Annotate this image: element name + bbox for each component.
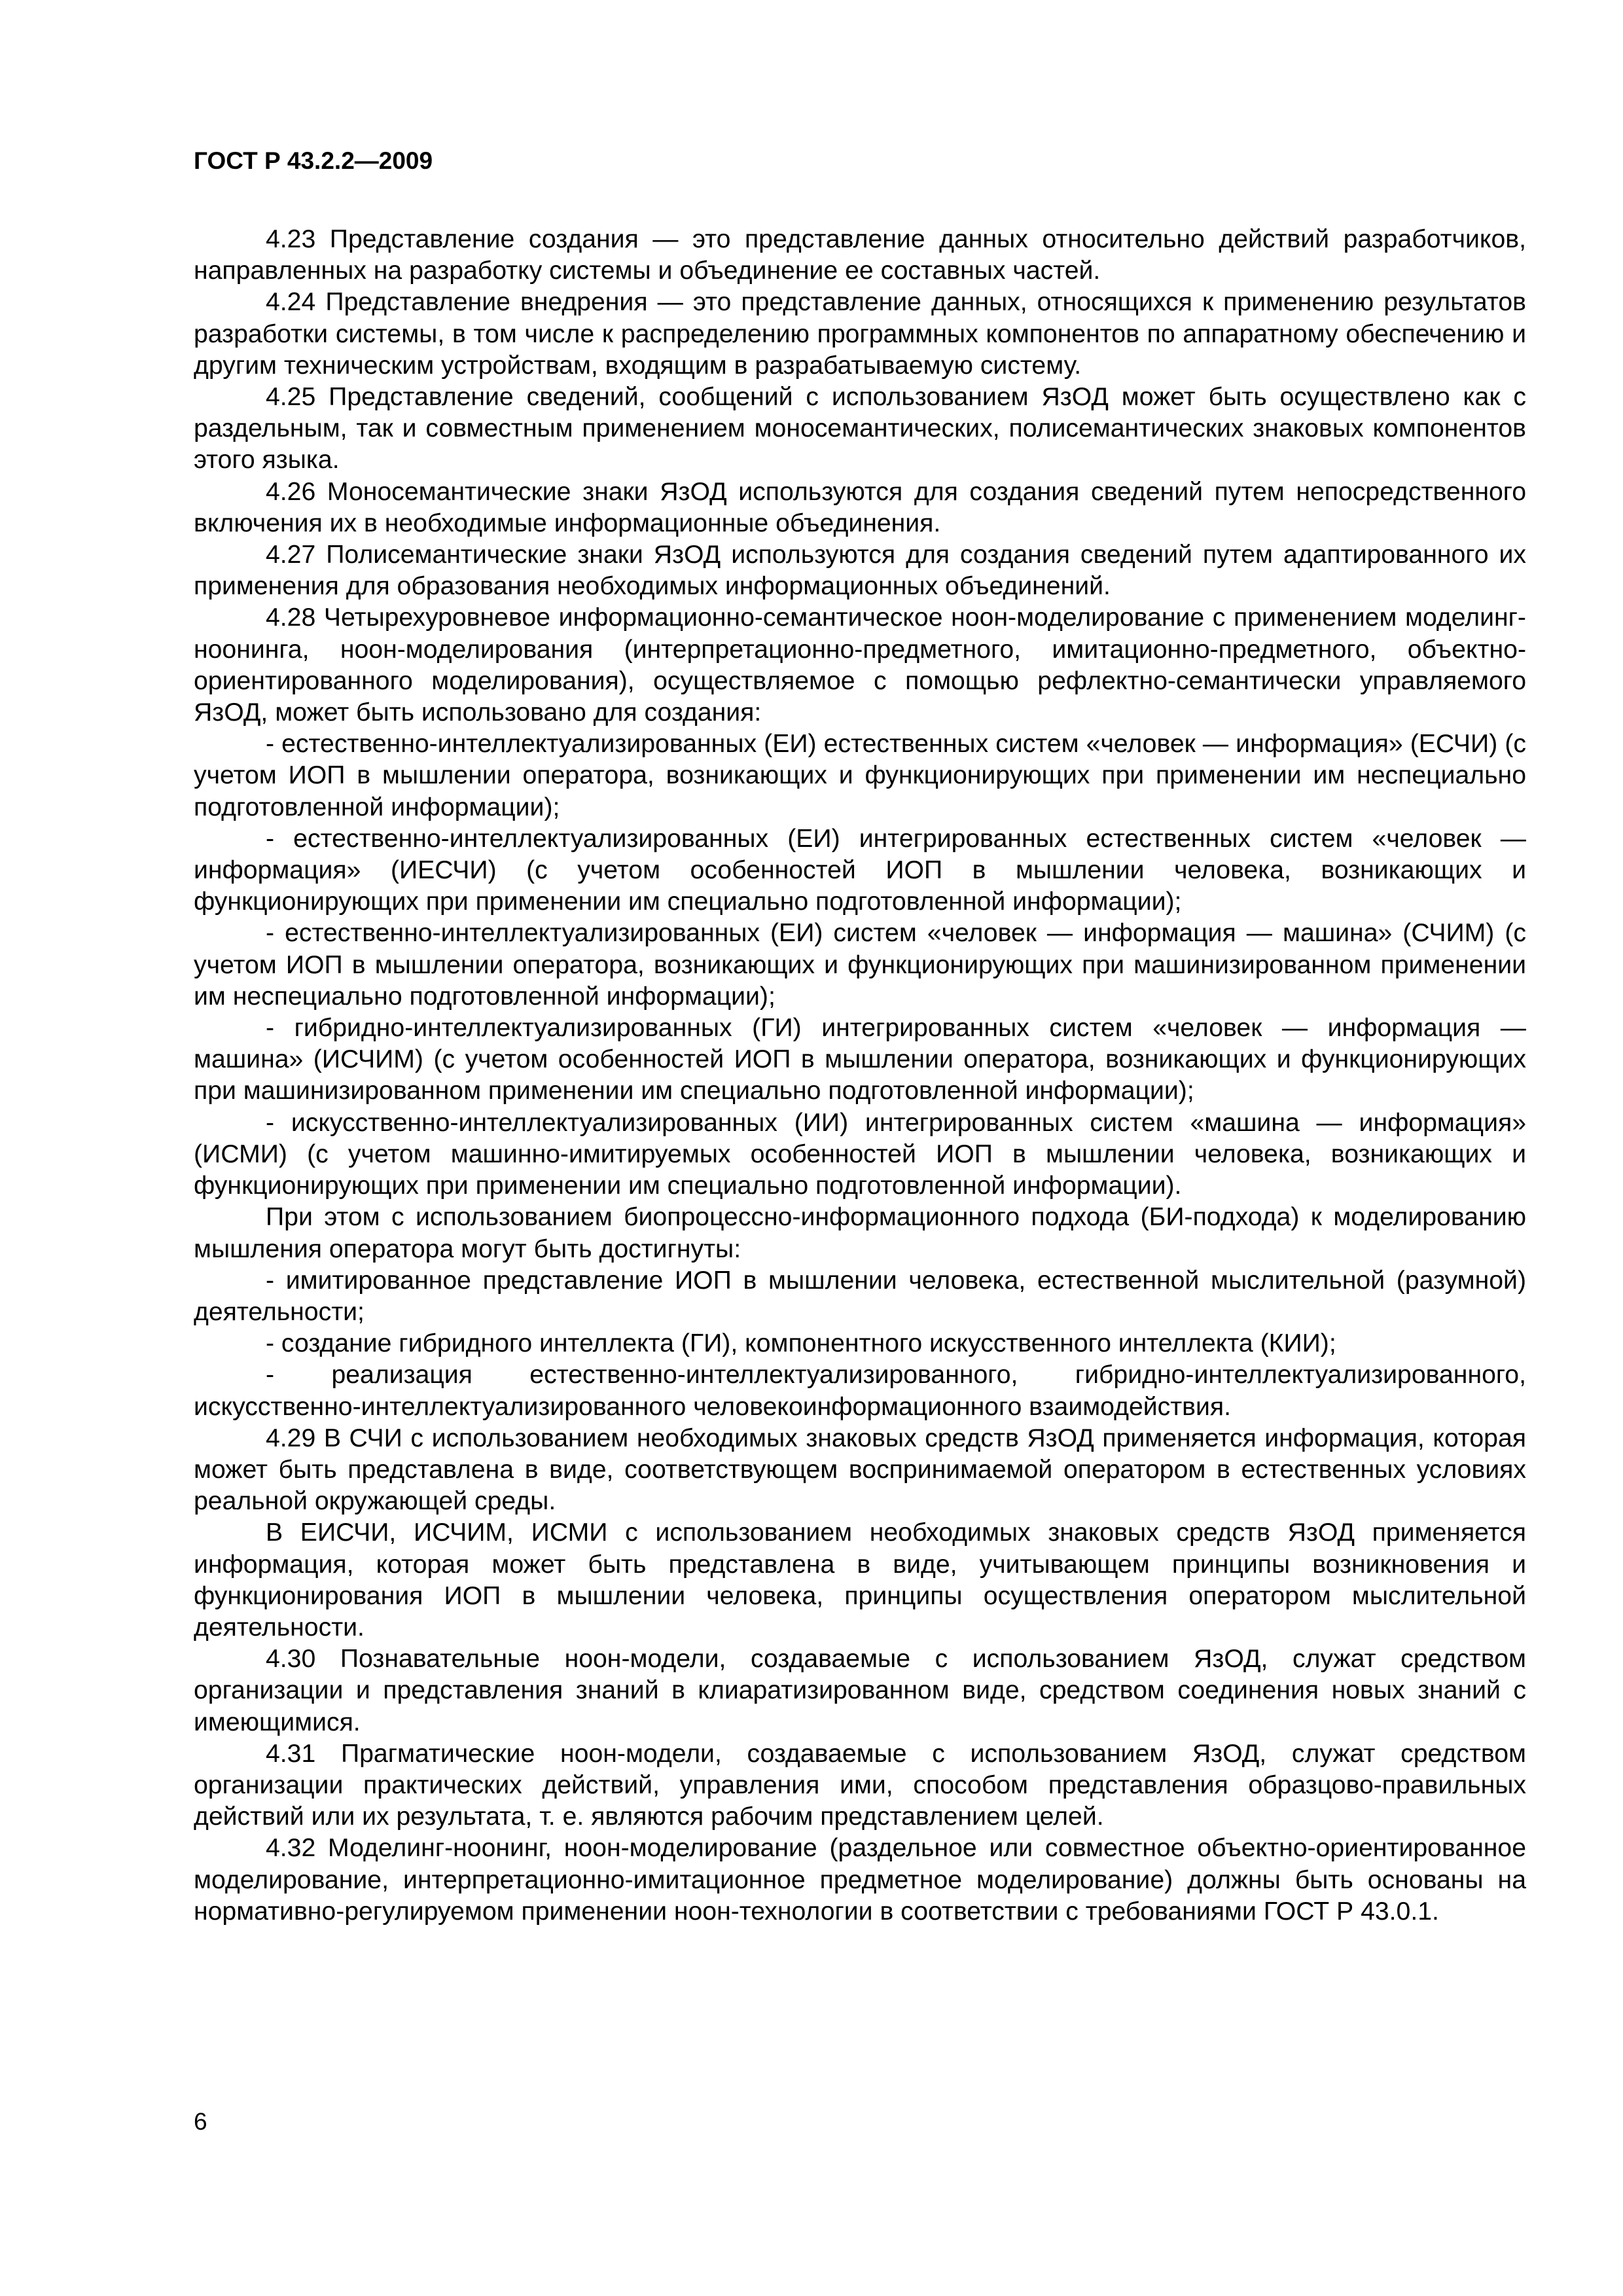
page-number: 6 [194, 2108, 207, 2135]
clause-4-31: 4.31 Прагматические ноон-модели, создаваемые с использованием ЯзОД, служат средством организации практических действий, управления ими, способом представления образцово-правильных действий или их результата, т. е. являются рабочим представлением целей. [194, 1739, 1526, 1831]
clause-4-27: 4.27 Полисемантические знаки ЯзОД используются для создания сведений путем адаптированного их применения для образования необходимых информационных объединений. [194, 541, 1526, 601]
clause-4-32: 4.32 Моделинг-ноонинг, ноон-моделирование (раздельное или совместное объектно-ориентированное моделирование, интерпретационно-имитационное предметное моделирование) должны быть основаны на нормативно-регулируемом применении ноон-технологии в соответствии с требованиями ГОСТ Р 43.0.1. [194, 1834, 1526, 1926]
list-item-ischim: - гибридно-интеллектуализированных (ГИ) интегрированных систем «человек — информация — машина» (ИСЧИМ) (с учетом особенностей ИОП в мышлении оператора, возникающих и функционирующих при машинизированном применении им специально подготовленной информации); [194, 1014, 1526, 1105]
standard-code-header: ГОСТ Р 43.2.2—2009 [194, 147, 433, 174]
clause-4-30: 4.30 Познавательные ноон-модели, создаваемые с использованием ЯзОД, служат средством организации и представления знаний в клиаратизированном виде, средством соединения новых знаний с имеющимися. [194, 1645, 1526, 1736]
list-item-hybrid-intellect: - создание гибридного интеллекта (ГИ), компонентного искусственного интеллекта (КИИ); [266, 1329, 1336, 1358]
list-item-realization: - реализация естественно-интеллектуализированного, гибридно-интеллектуализированного, искусственно-интеллектуализированного человекоинформационного взаимодействия. [194, 1361, 1526, 1421]
bi-approach-paragraph: При этом с использованием биопроцессно-информационного подхода (БИ-подхода) к моделированию мышления оператора могут быть достигнуты: [194, 1203, 1526, 1263]
document-body [194, 224, 1526, 1928]
clause-4-29-continued: В ЕИСЧИ, ИСЧИМ, ИСМИ с использованием необходимых знаковых средств ЯзОД применяется информация, которая может быть представлена в виде, учитывающем принципы возникновения и функционирования ИОП в мышлении человека, принципы осуществления оператором мыслительной деятельности. [194, 1518, 1526, 1641]
clause-4-25: 4.25 Представление сведений, сообщений с использованием ЯзОД может быть осуществлено как с раздельным, так и совместным применением моносемантических, полисемантических знаковых компонентов этого языка. [194, 383, 1526, 475]
list-item-esci: - естественно-интеллектуализированных (ЕИ) естественных систем «человек — информация» (ЕСЧИ) (с учетом ИОП в мышлении оператора, возникающих и функционирующих при применении им неспециально подготовленной информации); [194, 730, 1526, 821]
clause-4-28: 4.28 Четырехуровневое информационно-семантическое ноон-моделирование с применением моделинг-ноонинга, ноон-моделирования (интерпретационно-предметного, имитационно-предметного, объектно-ориентированного моделирования), осуществляемое с помощью рефлектно-семантически управляемого ЯзОД, может быть использовано для создания: [194, 603, 1526, 727]
list-item-schim: - естественно-интеллектуализированных (ЕИ) систем «человек — информация — машина» (СЧИМ) (с учетом ИОП в мышлении оператора, возникающих и функционирующих при машинизированном применении им неспециально подготовленной информации); [194, 919, 1526, 1011]
list-item-iesci: - естественно-интеллектуализированных (ЕИ) интегрированных естественных систем «человек — информация» (ИЕСЧИ) (с учетом особенностей ИОП в мышлении человека, возникающих и функционирующих при применении им специально подготовленной информации); [194, 824, 1526, 916]
list-item-ismi: - искусственно-интеллектуализированных (ИИ) интегрированных систем «машина — информация» (ИСМИ) (с учетом машинно-имитируемых особенностей ИОП в мышлении человека, возникающих и функционирующих при применении им специально подготовленной информации). [194, 1108, 1526, 1200]
clause-4-29: 4.29 В СЧИ с использованием необходимых знаковых средств ЯзОД применяется информация, которая может быть представлена в виде, соответствующем воспринимаемой оператором в естественных условиях реальной окружающей среды. [194, 1424, 1526, 1516]
clause-4-24: 4.24 Представление внедрения — это представление данных, относящихся к применению результатов разработки системы, в том числе к распределению программных компонентов по аппаратному обеспечению и другим техническим устройствам, входящим в разрабатываемую систему. [194, 288, 1526, 380]
list-item-imitation: - имитированное представление ИОП в мышлении человека, естественной мыслительной (разумной) деятельности; [194, 1266, 1526, 1326]
clause-4-26: 4.26 Моносемантические знаки ЯзОД используются для создания сведений путем непосредственного включения их в необходимые информационные объединения. [194, 477, 1526, 537]
clause-4-23: 4.23 Представление создания — это представление данных относительно действий разработчиков, направленных на разработку системы и объединение ее составных частей. [194, 225, 1526, 285]
